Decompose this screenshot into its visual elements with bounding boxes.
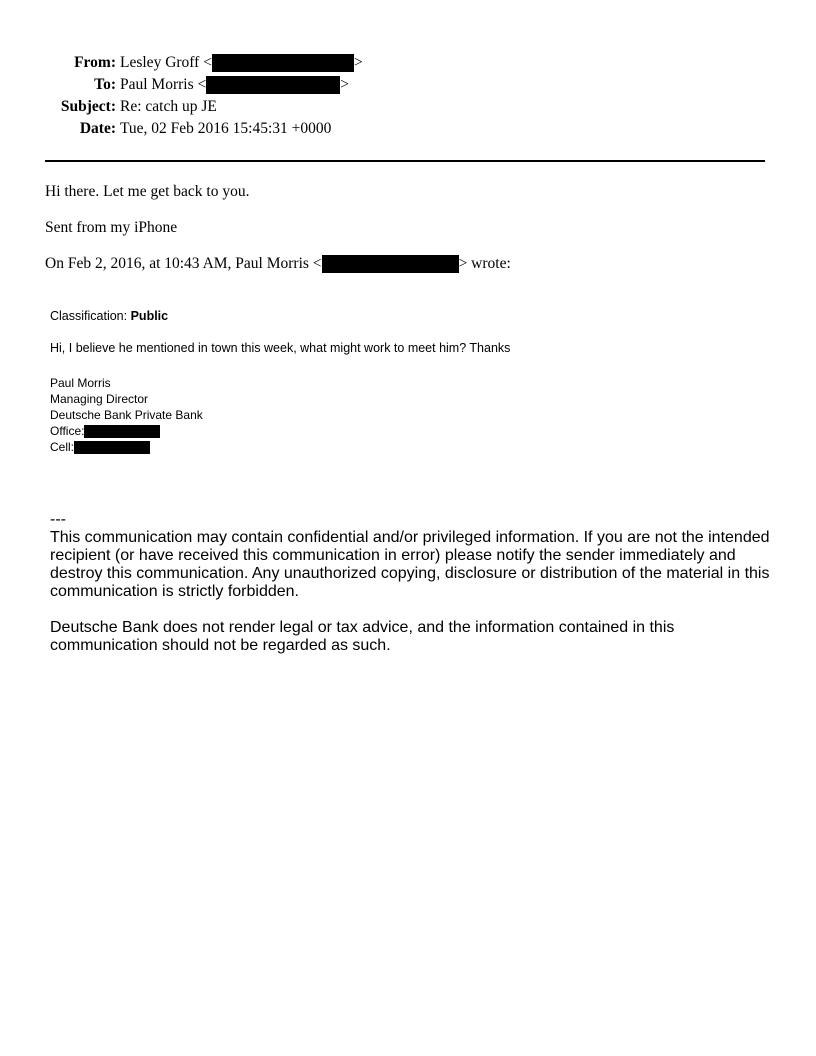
disclaimer-confidentiality: This communication may contain confidential and/or privileged information. If you are not the intended recipient (or have received this communication in error) please notify the sender immediately and destroy this communication. Any unauthorized copying, disclosure or distribution of the material in this communication is strictly forbidden. [50, 529, 770, 600]
redacted-to-email [206, 76, 340, 94]
signature-name: Paul Morris [50, 376, 111, 390]
from-name: Lesley Groff < [120, 54, 212, 71]
office-label: Office: [50, 424, 85, 438]
classification-value: Public [130, 309, 169, 323]
disclaimer-spacer [50, 601, 770, 619]
quote-prefix: On Feb 2, 2016, at 10:43 AM, Paul Morris < [45, 255, 322, 272]
to-close: > [340, 76, 349, 93]
subject-label: Subject: [60, 98, 116, 115]
disclaimer-block [50, 511, 770, 655]
email-header [0, 52, 816, 140]
date-row [0, 118, 816, 140]
redacted-cell-phone [74, 441, 150, 454]
subject-row [0, 96, 816, 118]
quoted-message: Hi, I believe he mentioned in town this week, what might work to meet him? Thanks [50, 341, 511, 355]
disclaimer-legal: Deutsche Bank does not render legal or tax advice, and the information contained in this communication should not be regarded as such. [50, 619, 675, 654]
quote-suffix: > wrote: [458, 255, 511, 272]
signature-block [50, 375, 203, 455]
to-value [120, 74, 349, 96]
redacted-from-email [212, 54, 354, 72]
signature-company: Deutsche Bank Private Bank [50, 408, 203, 422]
classification-label: Classification: [50, 309, 131, 323]
classification [50, 308, 168, 324]
date-label: Date: [79, 120, 116, 137]
to-name: Paul Morris < [120, 76, 207, 93]
redacted-quote-email [322, 255, 459, 273]
from-value [120, 52, 363, 74]
signature-cell [50, 439, 203, 455]
signature-title: Managing Director [50, 392, 149, 406]
sent-from-line: Sent from my iPhone [45, 219, 178, 236]
quote-attribution [45, 254, 511, 274]
subject-value: Re: catch up JE [120, 98, 217, 115]
disclaimer-separator: --- [50, 511, 66, 528]
reply-greeting: Hi there. Let me get back to you. [45, 183, 250, 200]
cell-label: Cell: [50, 440, 75, 454]
from-close: > [353, 54, 363, 71]
from-row [0, 52, 816, 74]
to-row [0, 74, 816, 96]
header-divider [45, 160, 765, 162]
to-label: To: [94, 76, 116, 93]
from-label: From: [74, 54, 116, 71]
date-value: Tue, 02 Feb 2016 15:45:31 +0000 [120, 120, 332, 137]
redacted-office-phone [84, 425, 160, 438]
signature-office [50, 423, 203, 439]
